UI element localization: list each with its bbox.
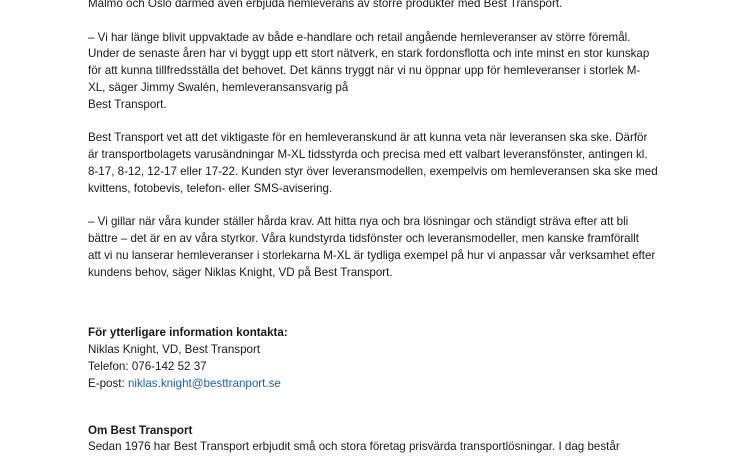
text-line: – Vi gillar när våra kunder ställer hårda krav. Att hitta nya och bra lösningar och ständigt sträva efter att bli xyxy=(88,215,629,229)
contact-email-link[interactable]: niklas.knight@bestt​ranport.se xyxy=(127,376,281,390)
about-heading: Om Best Transport xyxy=(88,423,193,437)
text-line: är transportbolagets varusändningar M-XL tidsstyrda och precisa med ett valbart leveransfönster, antingen kl. xyxy=(88,148,648,162)
text-line: Best Transport vet att det viktigaste för en hemleveranskund är att kunna veta när leveransen ska ske. Därför xyxy=(88,131,648,145)
text-line: att vi nu lanserar hemleveranser i storlekarna M-XL är tydliga exempel på hur vi anpassar vår verksamhet efter xyxy=(88,248,656,262)
text-line: 8-17, 8-12, 12-17 eller 17-22. Kunden styr över leveransmodellen, exempelvis om hemleveransen ska ske med xyxy=(88,164,658,178)
contact-block xyxy=(88,325,668,392)
document-body xyxy=(88,0,668,456)
contact-name: Niklas Knight, VD, Best Transport xyxy=(88,343,261,357)
contact-email-line xyxy=(88,376,668,393)
text-line: XL, säger Jimmy Swalén, hemleveransansvarig på xyxy=(88,80,349,94)
paragraph-quote-jimmy xyxy=(88,30,668,114)
contact-heading: För ytterligare information kontakta: xyxy=(88,326,288,340)
about-text-line: Sedan 1976 har Best Transport erbjudit små och stora företag prisvärda transportlösningar. I dag består xyxy=(88,440,620,454)
text-line: kundens behov, säger Niklas Knight, VD på Best Transport. xyxy=(88,265,393,279)
text-line: Under de senaste åren har vi byggt upp ett stort nätverk, en stark fordonsflotta och inte minst en stor kunskap xyxy=(88,47,650,61)
text-line: bättre – det är en av våra styrkor. Våra kundstyrda tidsfönster och leveransmodeller, men kanske framförallt xyxy=(88,232,639,246)
about-block xyxy=(88,423,668,456)
text-line: Best Transport. xyxy=(88,97,167,111)
text-line: – Vi har länge blivit uppvaktade av både e-handlare och retail angående hemleveranser av större föremål. xyxy=(88,30,631,44)
paragraph-quote-niklas xyxy=(88,214,668,281)
text-line: för att kunna tillfredsställa det behovet. Det känns tryggt när vi nu öppnar upp för hemleveranser i storlek M- xyxy=(88,64,641,78)
text-line: kvittens, fotobevis, telefon- eller SMS-avisering. xyxy=(88,181,333,195)
contact-phone: Telefon: 076-142 52 37 xyxy=(88,359,207,373)
contact-email-label: E-post: xyxy=(88,376,128,390)
paragraph-delivery-window xyxy=(88,130,668,197)
paragraph-intro-end: Malmö och Oslo därmed även erbjuda hemleverans av större produkter med Best Transport. xyxy=(88,0,563,10)
